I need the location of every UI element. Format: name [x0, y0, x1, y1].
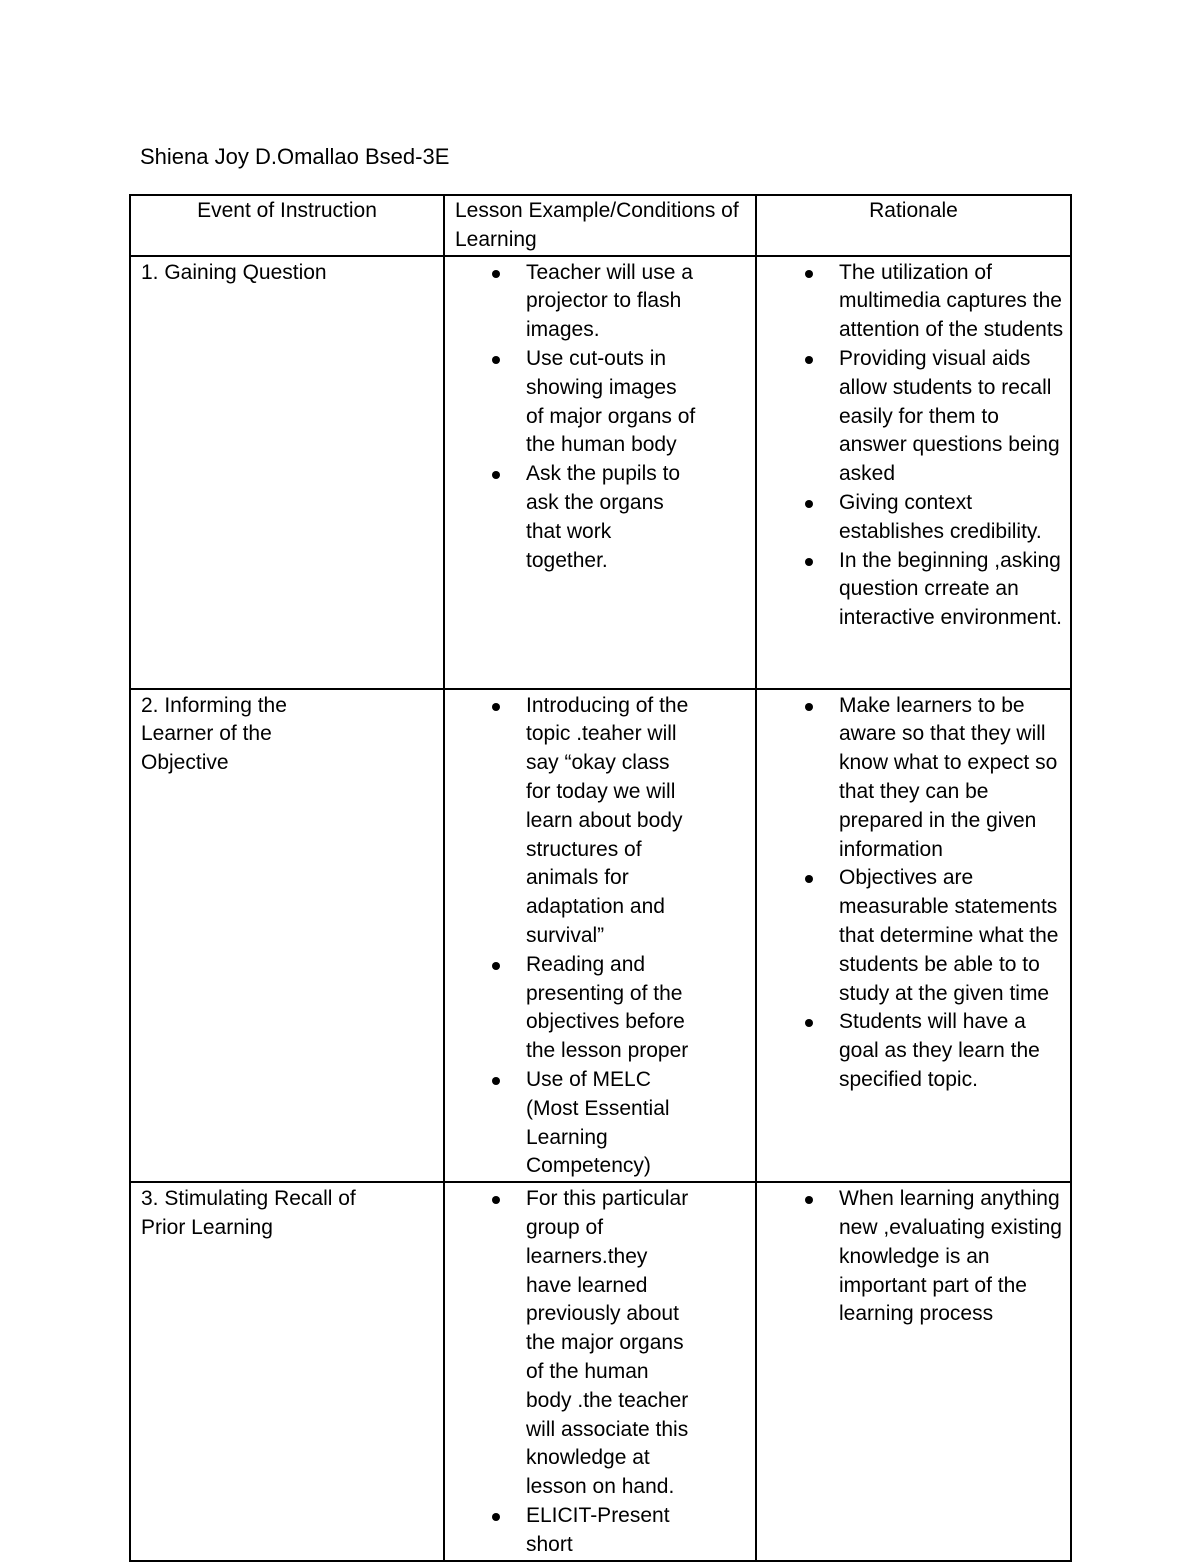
event-cell: [130, 689, 444, 1183]
event-cell: [130, 256, 444, 689]
rationale-cell: [756, 689, 1071, 1183]
event-label: 3. Stimulating Recall of Prior Learning: [141, 1187, 356, 1239]
rationale-cell: [756, 256, 1071, 689]
list-item: Providing visual aids allow students to recall easily for them to answer questions being asked: [839, 345, 1064, 489]
rationale-list: [767, 259, 1064, 633]
list-item: Reading and presenting of the objectives before the lesson proper: [526, 951, 696, 1066]
list-item: Use of MELC (Most Essential Learning Competency): [526, 1066, 696, 1181]
header-rationale: Rationale: [756, 195, 1071, 256]
examples-cell: [444, 1182, 756, 1560]
lesson-plan-table: [129, 194, 1072, 1562]
list-item: Giving context establishes credibility.: [839, 489, 1064, 547]
table-row: [130, 689, 1071, 1183]
examples-list: [455, 1185, 696, 1559]
list-item: Use cut-outs in showing images of major organs of the human body: [526, 345, 696, 460]
list-item: When learning anything new ,evaluating existing knowledge is an important part of the learning process: [839, 1185, 1064, 1329]
table-header-row: [130, 195, 1071, 256]
examples-list: [455, 259, 696, 576]
list-item: Make learners to be aware so that they will know what to expect so that they can be prepared in the given information: [839, 692, 1064, 865]
examples-cell: [444, 689, 756, 1183]
list-item: Introducing of the topic .teaher will say “okay class for today we will learn about body structures of animals for adaptation and survival”: [526, 692, 696, 951]
rationale-cell: [756, 1182, 1071, 1560]
rationale-list: [767, 1185, 1064, 1329]
header-event: Event of Instruction: [130, 195, 444, 256]
rationale-list: [767, 692, 1064, 1095]
examples-cell: [444, 256, 756, 689]
list-item: The utilization of multimedia captures the attention of the students: [839, 259, 1064, 345]
page-title: Shiena Joy D.Omallao Bsed-3E: [140, 144, 450, 169]
list-item: For this particular group of learners.they have learned previously about the major organs of the human body .the teacher will associate this knowledge at lesson on hand.: [526, 1185, 696, 1502]
list-item: ELICIT-Present short: [526, 1502, 696, 1560]
list-item: Students will have a goal as they learn the specified topic.: [839, 1008, 1064, 1094]
header-lesson-example: Lesson Example/Conditions of Learning: [444, 195, 756, 256]
list-item: Objectives are measurable statements that determine what the students be able to to study at the given time: [839, 864, 1064, 1008]
examples-list: [455, 692, 696, 1182]
table-row: [130, 256, 1071, 689]
table-row: [130, 1182, 1071, 1560]
event-label: 1. Gaining Question: [141, 260, 327, 284]
event-cell: [130, 1182, 444, 1560]
list-item: Ask the pupils to ask the organs that work together.: [526, 460, 696, 575]
list-item: In the beginning ,asking question crreate an interactive environment.: [839, 547, 1064, 633]
list-item: Teacher will use a projector to flash images.: [526, 259, 696, 345]
event-label: 2. Informing the Learner of the Objective: [141, 693, 287, 775]
